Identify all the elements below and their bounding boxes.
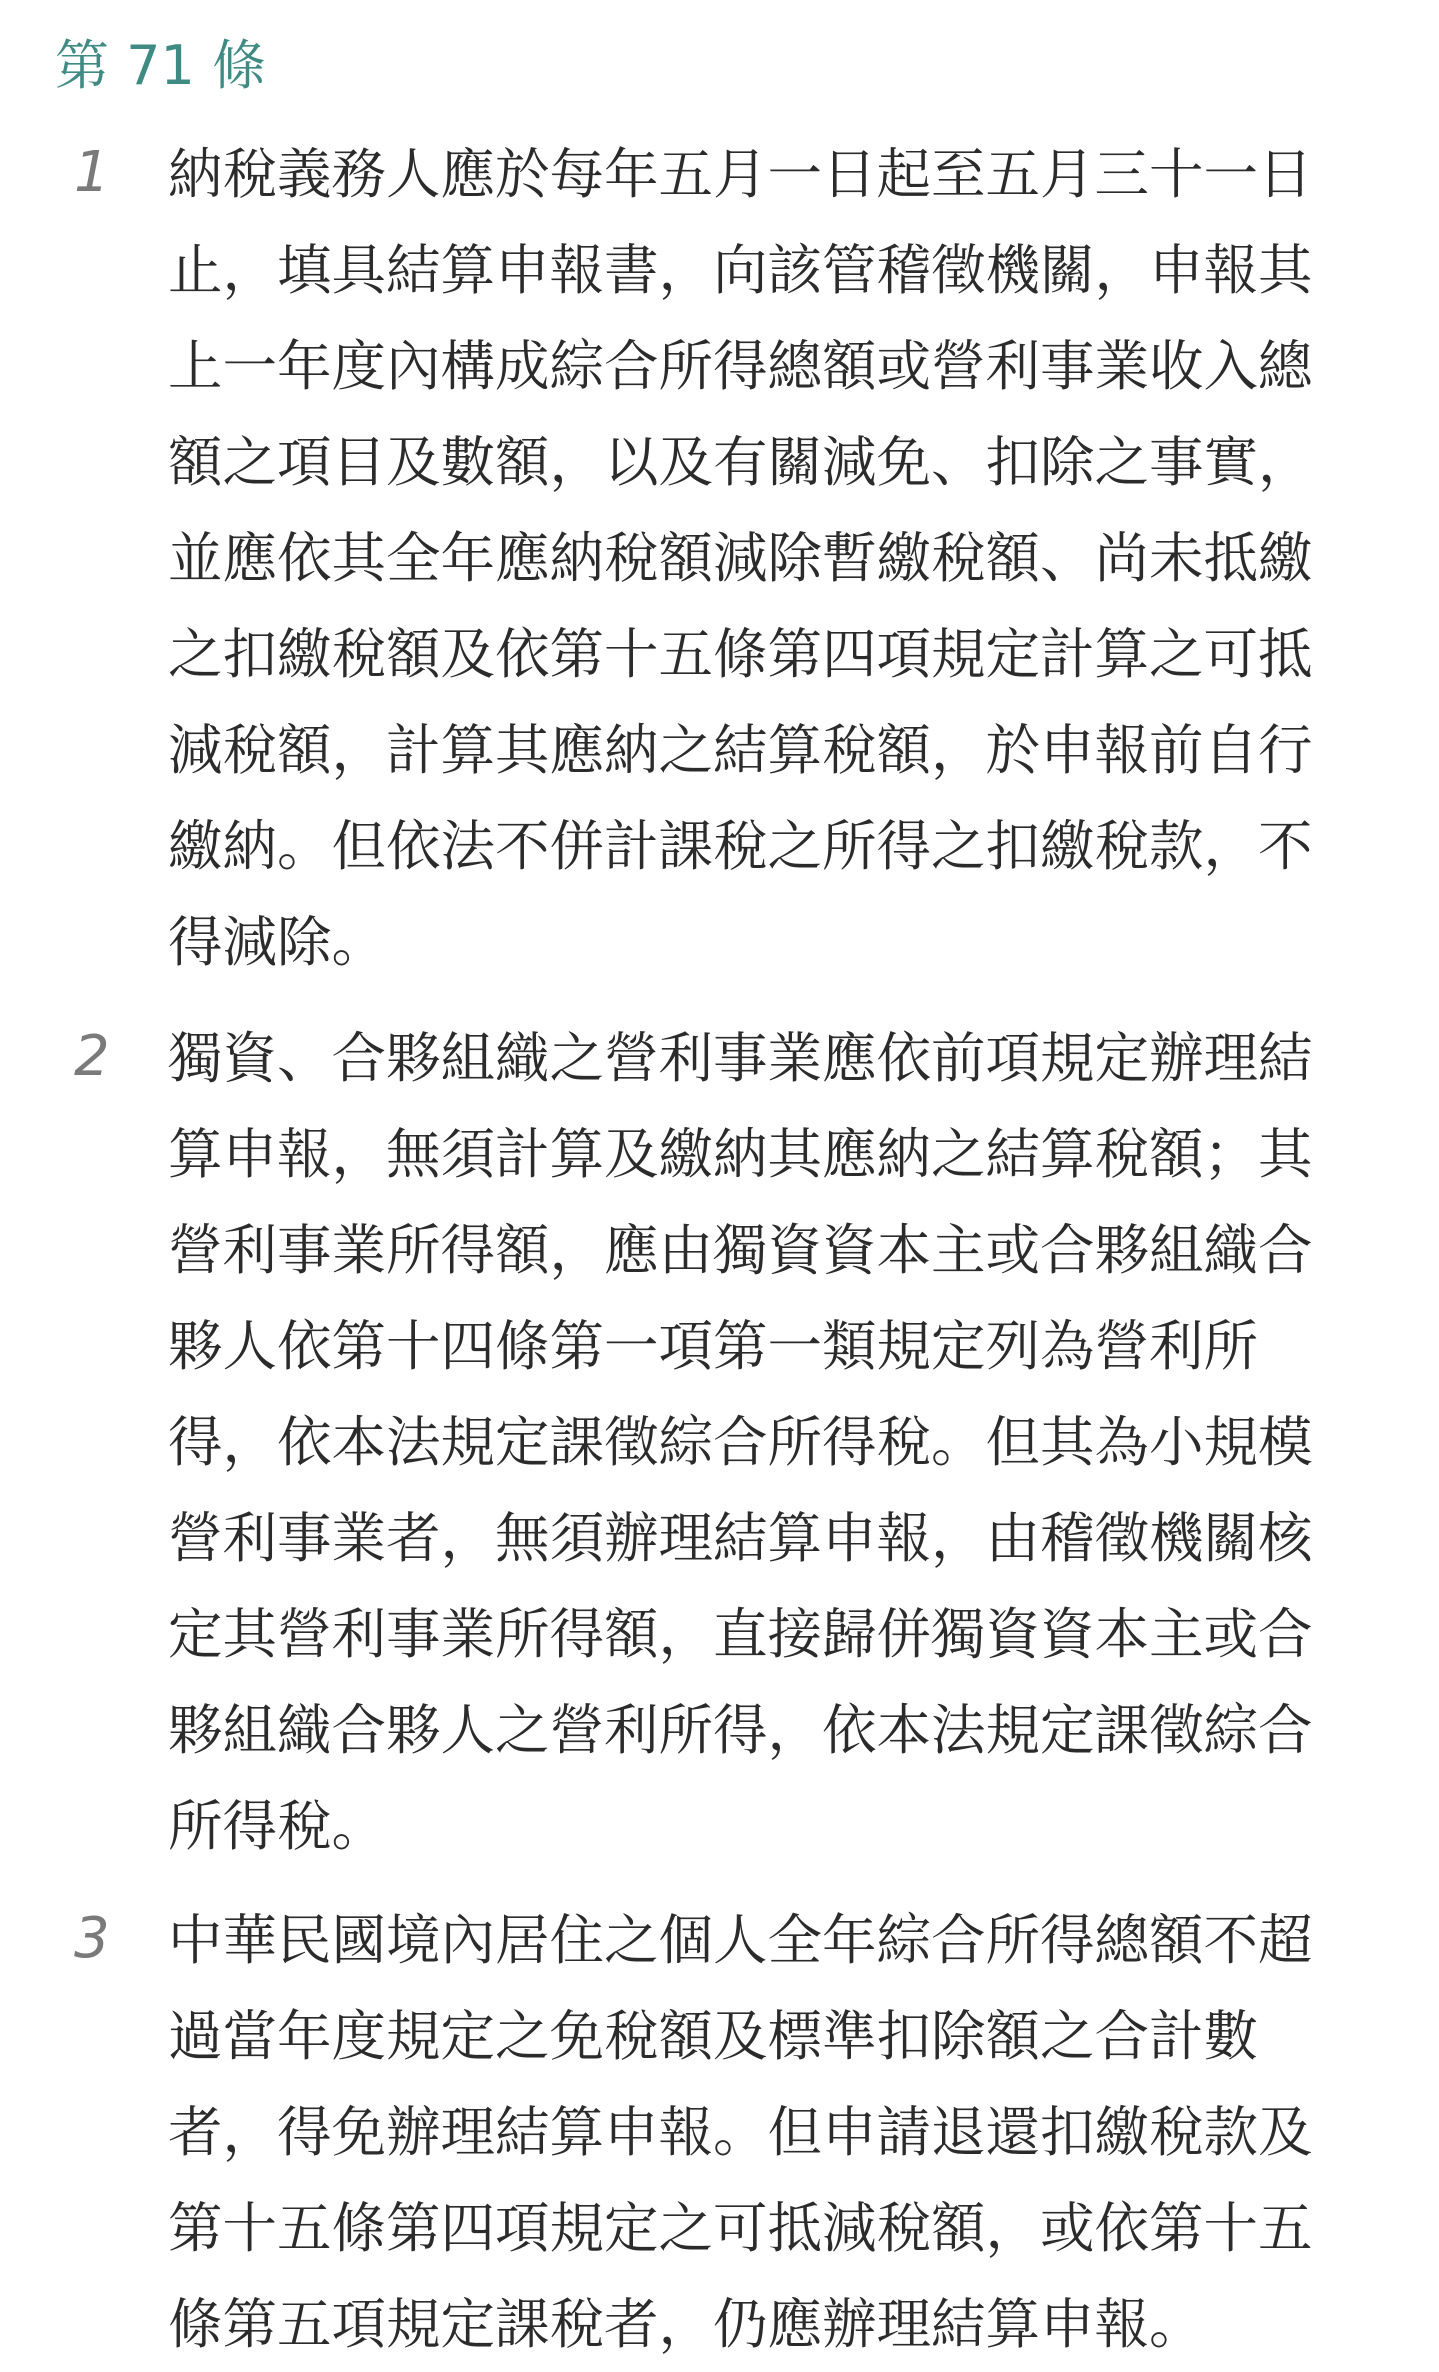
- article-title: 第 71 條: [55, 34, 267, 97]
- text-line: 所得稅。: [168, 1794, 387, 1858]
- text-line: 並應依其全年應納稅額減除暫繳稅額、尚未抵繳: [168, 526, 1313, 590]
- text-line: 條第五項規定課稅者，仍應辦理結算申報。: [168, 2292, 1204, 2356]
- paragraph-number: 1: [74, 140, 110, 205]
- paragraph-text: [168, 126, 1368, 990]
- text-line: 者，得免辦理結算申報。但申請退還扣繳稅款及: [168, 2100, 1313, 2164]
- text-line: 繳納。但依法不併計課稅之所得之扣繳稅款，不: [168, 814, 1313, 878]
- text-line: 止，填具結算申報書，向該管稽徵機關，申報其: [168, 238, 1313, 302]
- text-line: 中華民國境內居住之個人全年綜合所得總額不超: [168, 1908, 1313, 1972]
- paragraph-number: 3: [74, 1906, 110, 1971]
- text-line: 夥組織合夥人之營利所得，依本法規定課徵綜合: [168, 1698, 1313, 1762]
- text-line: 營利事業者，無須辦理結算申報，由稽徵機關核: [168, 1506, 1313, 1570]
- text-line: 營利事業所得額，應由獨資資本主或合夥組織合: [168, 1218, 1313, 1282]
- text-line: 得減除。: [168, 910, 387, 974]
- paragraph-number: 2: [74, 1024, 110, 1089]
- text-line: 減稅額，計算其應納之結算稅額，於申報前自行: [168, 718, 1313, 782]
- text-line: 額之項目及數額，以及有關減免、扣除之事實，: [168, 430, 1313, 494]
- text-line: 納稅義務人應於每年五月一日起至五月三十一日: [168, 142, 1313, 206]
- paragraph-text: [168, 1010, 1368, 1874]
- text-line: 過當年度規定之免稅額及標準扣除額之合計數: [168, 2004, 1259, 2068]
- paragraph-text: [168, 1892, 1368, 2372]
- text-line: 上一年度內構成綜合所得總額或營利事業收入總: [168, 334, 1313, 398]
- text-line: 第十五條第四項規定之可抵減稅額，或依第十五: [168, 2196, 1313, 2260]
- text-line: 定其營利事業所得額，直接歸併獨資資本主或合: [168, 1602, 1313, 1666]
- text-line: 算申報，無須計算及繳納其應納之結算稅額；其: [168, 1122, 1313, 1186]
- text-line: 夥人依第十四條第一項第一類規定列為營利所: [168, 1314, 1259, 1378]
- text-line: 得，依本法規定課徵綜合所得稅。但其為小規模: [168, 1410, 1313, 1474]
- text-line: 獨資、合夥組織之營利事業應依前項規定辦理結: [168, 1026, 1313, 1090]
- text-line: 之扣繳稅額及依第十五條第四項規定計算之可抵: [168, 622, 1313, 686]
